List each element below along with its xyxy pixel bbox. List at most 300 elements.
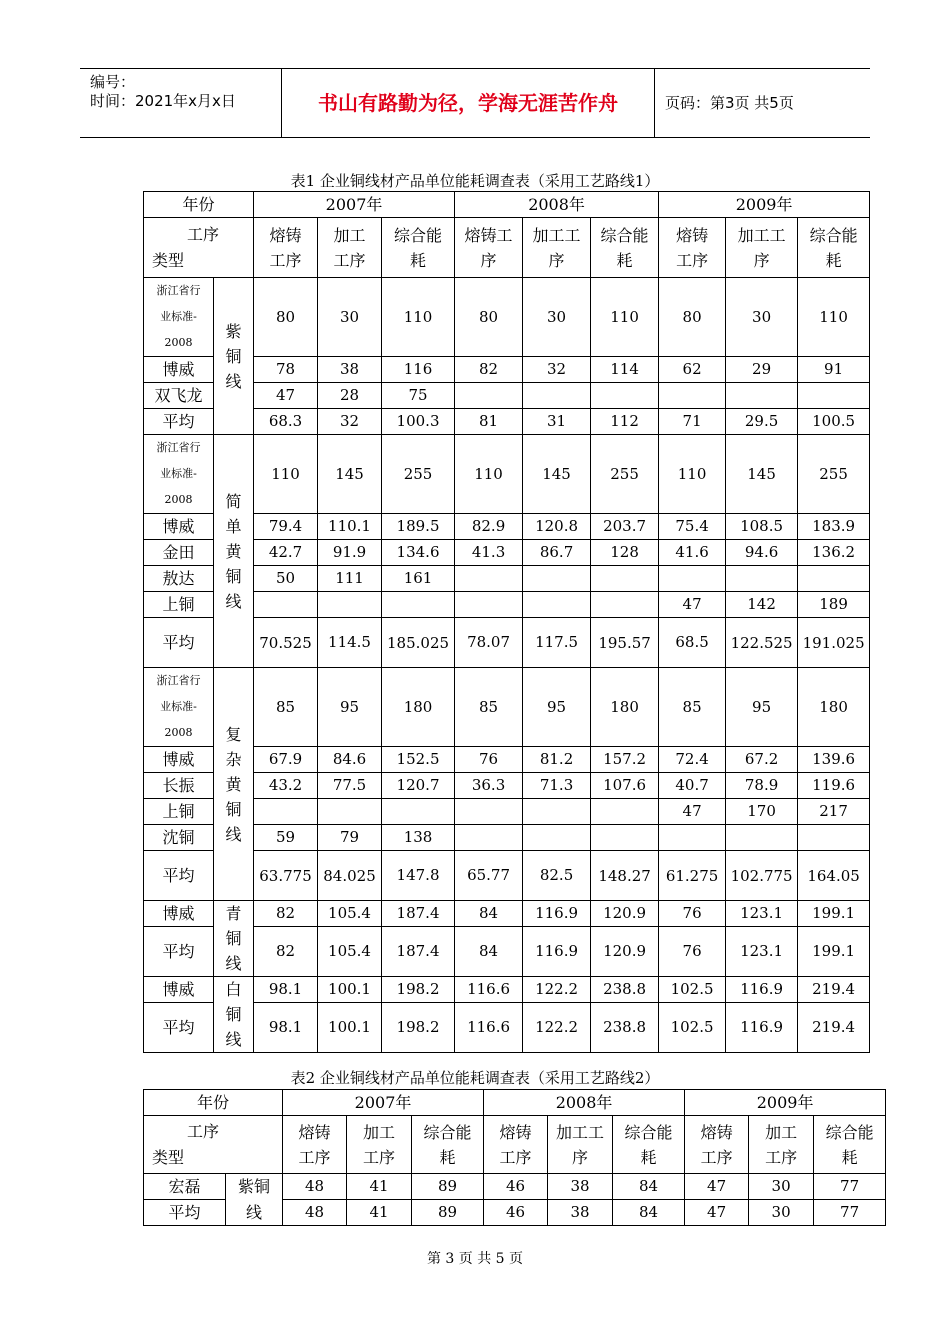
value-cell: 86.7: [523, 540, 591, 566]
value-cell: 152.5: [382, 747, 455, 773]
value-cell: 110: [455, 435, 523, 514]
value-cell: 105.4: [318, 927, 382, 977]
cell-line: 线: [225, 371, 242, 391]
value-cell: 102.5: [659, 1003, 726, 1053]
cell-line: 工序: [499, 1147, 532, 1167]
value-cell: 199.1: [798, 901, 870, 927]
value-cell: 78.07: [455, 618, 523, 668]
cell-line: 线: [225, 591, 242, 611]
cell-line: 铜: [225, 799, 242, 819]
value-cell: [659, 566, 726, 592]
value-cell: 122.2: [523, 1003, 591, 1053]
product-type-cell: [214, 435, 254, 668]
row-label: 平均: [144, 927, 214, 977]
process-header: [726, 218, 798, 278]
value-cell: 219.4: [798, 1003, 870, 1053]
value-cell: 123.1: [726, 901, 798, 927]
value-cell: 85: [455, 668, 523, 747]
row-label: 上铜: [144, 799, 214, 825]
page-footer: 第 3 页 共 5 页: [426, 1251, 524, 1267]
value-cell: 84.6: [318, 747, 382, 773]
value-cell: 185.025: [382, 618, 455, 668]
value-cell: 41.6: [659, 540, 726, 566]
value-cell: 189: [798, 592, 870, 618]
value-cell: 31: [523, 409, 591, 435]
value-cell: 128: [591, 540, 659, 566]
cell-line: 2008: [164, 493, 193, 506]
value-cell: 47: [685, 1200, 749, 1226]
value-cell: [254, 799, 318, 825]
value-cell: 59: [254, 825, 318, 851]
cell-line: 工序: [333, 250, 366, 270]
cell-line: 耗: [616, 250, 633, 270]
cell-line: 线: [225, 954, 242, 973]
value-cell: [726, 566, 798, 592]
value-cell: 79: [318, 825, 382, 851]
value-cell: [591, 383, 659, 409]
row-label: 沈铜: [144, 825, 214, 851]
value-cell: 61.275: [659, 851, 726, 901]
value-cell: 82: [254, 927, 318, 977]
value-cell: 41: [347, 1174, 412, 1200]
value-cell: [798, 566, 870, 592]
cell-line: 工序: [363, 1147, 396, 1167]
time-label: 时间：2021年x月x日: [90, 92, 236, 110]
standard-label: [144, 278, 214, 357]
process-header: [484, 1116, 548, 1174]
row-label: 博威: [144, 977, 214, 1003]
value-cell: 136.2: [798, 540, 870, 566]
cell-line: 业标准-: [160, 310, 197, 323]
value-cell: 116.9: [523, 901, 591, 927]
value-cell: 180: [798, 668, 870, 747]
value-cell: 63.775: [254, 851, 318, 901]
header-motto: 书山有路勤为径，学海无涯苦作舟: [281, 69, 655, 137]
value-cell: [455, 799, 523, 825]
value-cell: 116.9: [523, 927, 591, 977]
cell-line: 加工工: [532, 225, 581, 245]
value-cell: [523, 799, 591, 825]
value-cell: 112: [591, 409, 659, 435]
value-cell: 82.5: [523, 851, 591, 901]
value-cell: 110: [659, 435, 726, 514]
year-header: 2007年: [254, 192, 455, 218]
table1-caption: 表1 企业铜线材产品单位能耗调查表（采用工艺路线1）: [290, 172, 660, 190]
value-cell: 47: [659, 592, 726, 618]
cell-line: 综合能: [825, 1122, 874, 1142]
value-cell: 100.3: [382, 409, 455, 435]
process-label: 工序: [187, 1121, 220, 1141]
page-code: 页码：第3页 共5页: [665, 94, 794, 112]
value-cell: 142: [726, 592, 798, 618]
process-header: [798, 218, 870, 278]
value-cell: 71: [659, 409, 726, 435]
value-cell: 47: [659, 799, 726, 825]
value-cell: 85: [254, 668, 318, 747]
cell-line: 加工工: [737, 225, 786, 245]
value-cell: 68.5: [659, 618, 726, 668]
value-cell: [382, 799, 455, 825]
row-label: 博威: [144, 514, 214, 540]
row-label: 长振: [144, 773, 214, 799]
value-cell: 84.025: [318, 851, 382, 901]
cell-line: 耗: [640, 1147, 657, 1167]
value-cell: [318, 799, 382, 825]
process-type-header: [144, 218, 254, 278]
cell-line: 青: [225, 904, 242, 923]
value-cell: 164.05: [798, 851, 870, 901]
cell-line: 熔铸: [499, 1122, 532, 1142]
value-cell: 76: [455, 747, 523, 773]
value-cell: 238.8: [591, 1003, 659, 1053]
value-cell: 145: [726, 435, 798, 514]
row-label: 平均: [144, 409, 214, 435]
value-cell: 191.025: [798, 618, 870, 668]
value-cell: 78.9: [726, 773, 798, 799]
cell-line: 紫: [225, 321, 242, 341]
value-cell: [318, 592, 382, 618]
value-cell: 100.1: [318, 1003, 382, 1053]
year-header: 2009年: [659, 192, 870, 218]
value-cell: 36.3: [455, 773, 523, 799]
table-row: [144, 1200, 886, 1226]
value-cell: 47: [685, 1174, 749, 1200]
cell-line: 业标准-: [160, 700, 197, 713]
value-cell: 116: [382, 357, 455, 383]
cell-line: 浙江省行: [156, 441, 201, 454]
value-cell: 120.7: [382, 773, 455, 799]
value-cell: 110: [591, 278, 659, 357]
value-cell: 65.77: [455, 851, 523, 901]
number-label: 编号：: [90, 73, 136, 91]
value-cell: 198.2: [382, 1003, 455, 1053]
value-cell: 38: [548, 1200, 613, 1226]
value-cell: 102.5: [659, 977, 726, 1003]
value-cell: 116.9: [726, 1003, 798, 1053]
process-header: [613, 1116, 685, 1174]
value-cell: 62: [659, 357, 726, 383]
value-cell: [591, 566, 659, 592]
value-cell: 198.2: [382, 977, 455, 1003]
value-cell: 187.4: [382, 901, 455, 927]
value-cell: 110.1: [318, 514, 382, 540]
value-cell: 122.2: [523, 977, 591, 1003]
cell-line: 工序: [298, 1147, 331, 1167]
value-cell: 120.9: [591, 901, 659, 927]
value-cell: 219.4: [798, 977, 870, 1003]
table-row: [144, 435, 870, 514]
value-cell: 89: [412, 1174, 484, 1200]
cell-line: 黄: [225, 541, 242, 561]
row-label: 博威: [144, 747, 214, 773]
value-cell: 30: [749, 1200, 814, 1226]
table2-caption: 表2 企业铜线材产品单位能耗调查表（采用工艺路线2）: [290, 1069, 660, 1087]
value-cell: 84: [613, 1174, 685, 1200]
value-cell: 50: [254, 566, 318, 592]
value-cell: 183.9: [798, 514, 870, 540]
value-cell: 32: [318, 409, 382, 435]
value-cell: 94.6: [726, 540, 798, 566]
value-cell: 95: [318, 668, 382, 747]
value-cell: 91: [798, 357, 870, 383]
value-cell: 117.5: [523, 618, 591, 668]
product-type-cell: [214, 901, 254, 977]
value-cell: [455, 592, 523, 618]
value-cell: 78: [254, 357, 318, 383]
process-header: [659, 218, 726, 278]
value-cell: 82: [455, 357, 523, 383]
value-cell: 95: [523, 668, 591, 747]
value-cell: 68.3: [254, 409, 318, 435]
value-cell: 100.1: [318, 977, 382, 1003]
value-cell: 98.1: [254, 977, 318, 1003]
product-type-cell: 紫铜: [226, 1174, 283, 1200]
value-cell: 82.9: [455, 514, 523, 540]
value-cell: 80: [659, 278, 726, 357]
value-cell: 40.7: [659, 773, 726, 799]
value-cell: 30: [523, 278, 591, 357]
value-cell: 72.4: [659, 747, 726, 773]
value-cell: 38: [548, 1174, 613, 1200]
cell-line: 熔铸: [269, 225, 302, 245]
value-cell: 30: [726, 278, 798, 357]
cell-line: 工序: [700, 1147, 733, 1167]
value-cell: 29.5: [726, 409, 798, 435]
value-cell: 48: [283, 1200, 347, 1226]
cell-line: 加工: [363, 1122, 396, 1142]
cell-line: 耗: [841, 1147, 858, 1167]
year-header: 2008年: [455, 192, 659, 218]
cell-line: 序: [480, 250, 497, 270]
standard-label: [144, 435, 214, 514]
value-cell: 102.775: [726, 851, 798, 901]
value-cell: 119.6: [798, 773, 870, 799]
value-cell: 157.2: [591, 747, 659, 773]
cell-line: 浙江省行: [156, 674, 201, 687]
value-cell: [455, 825, 523, 851]
table-row: [144, 901, 870, 927]
cell-line: 耗: [825, 250, 842, 270]
value-cell: 195.57: [591, 618, 659, 668]
value-cell: 81: [455, 409, 523, 435]
year-header: 2008年: [484, 1090, 685, 1116]
cell-line: 工序: [765, 1147, 798, 1167]
cell-line: 耗: [439, 1147, 456, 1167]
value-cell: 67.9: [254, 747, 318, 773]
value-cell: 238.8: [591, 977, 659, 1003]
document-header: [80, 68, 870, 138]
value-cell: 32: [523, 357, 591, 383]
row-label: 敖达: [144, 566, 214, 592]
year-header: 2009年: [685, 1090, 886, 1116]
process-header: [254, 218, 318, 278]
value-cell: 105.4: [318, 901, 382, 927]
value-cell: 123.1: [726, 927, 798, 977]
value-cell: [798, 825, 870, 851]
value-cell: 30: [749, 1174, 814, 1200]
cell-line: 序: [548, 250, 565, 270]
cell-line: 序: [572, 1147, 589, 1167]
cell-line: 杂: [225, 749, 242, 769]
value-cell: 46: [484, 1174, 548, 1200]
cell-line: 业标准-: [160, 467, 197, 480]
value-cell: 110: [254, 435, 318, 514]
value-cell: 108.5: [726, 514, 798, 540]
value-cell: 48: [283, 1174, 347, 1200]
value-cell: 203.7: [591, 514, 659, 540]
cell-line: 熔铸工: [464, 225, 513, 245]
product-type-cell: [214, 668, 254, 901]
cell-line: 熔铸: [700, 1122, 733, 1142]
process-header: [591, 218, 659, 278]
value-cell: 43.2: [254, 773, 318, 799]
row-label: 博威: [144, 357, 214, 383]
cell-line: 加工: [765, 1122, 798, 1142]
cell-line: 铜: [225, 929, 242, 948]
header-meta: [80, 69, 280, 137]
value-cell: 120.9: [591, 927, 659, 977]
value-cell: 217: [798, 799, 870, 825]
cell-line: 熔铸: [676, 225, 709, 245]
row-label: 平均: [144, 851, 214, 901]
table1: [143, 191, 870, 1053]
cell-line: 熔铸: [298, 1122, 331, 1142]
cell-line: 综合能: [394, 225, 443, 245]
value-cell: 147.8: [382, 851, 455, 901]
cell-line: 工序: [676, 250, 709, 270]
value-cell: [523, 383, 591, 409]
year-header-label: 年份: [144, 1090, 283, 1116]
cell-line: 加工工: [556, 1122, 605, 1142]
cell-line: 工序: [269, 250, 302, 270]
value-cell: 38: [318, 357, 382, 383]
cell-line: 单: [225, 516, 242, 536]
value-cell: [726, 825, 798, 851]
process-header: [548, 1116, 613, 1174]
value-cell: 145: [523, 435, 591, 514]
process-header: [283, 1116, 347, 1174]
table-row: [144, 977, 870, 1003]
value-cell: [523, 592, 591, 618]
value-cell: [254, 592, 318, 618]
value-cell: [591, 799, 659, 825]
value-cell: 120.8: [523, 514, 591, 540]
value-cell: 95: [726, 668, 798, 747]
cell-line: 铜: [225, 1005, 242, 1024]
value-cell: 139.6: [798, 747, 870, 773]
value-cell: 80: [254, 278, 318, 357]
cell-line: 复: [225, 724, 242, 744]
value-cell: 110: [798, 278, 870, 357]
value-cell: [455, 566, 523, 592]
value-cell: 187.4: [382, 927, 455, 977]
cell-line: 简: [225, 491, 242, 511]
value-cell: 116.6: [455, 1003, 523, 1053]
process-header: [523, 218, 591, 278]
value-cell: 75.4: [659, 514, 726, 540]
value-cell: 145: [318, 435, 382, 514]
row-label: 平均: [144, 618, 214, 668]
value-cell: 29: [726, 357, 798, 383]
cell-line: 铜: [225, 566, 242, 586]
value-cell: 67.2: [726, 747, 798, 773]
value-cell: [726, 383, 798, 409]
cell-line: 浙江省行: [156, 284, 201, 297]
value-cell: 255: [591, 435, 659, 514]
value-cell: 255: [798, 435, 870, 514]
type-label: 类型: [152, 250, 185, 270]
value-cell: [798, 383, 870, 409]
value-cell: 114.5: [318, 618, 382, 668]
value-cell: 255: [382, 435, 455, 514]
product-type-cell: [214, 278, 254, 435]
row-label: 平均: [144, 1200, 226, 1226]
cell-line: 综合能: [624, 1122, 673, 1142]
process-header: [814, 1116, 886, 1174]
value-cell: [523, 566, 591, 592]
value-cell: 79.4: [254, 514, 318, 540]
value-cell: 170: [726, 799, 798, 825]
cell-line: 综合能: [809, 225, 858, 245]
value-cell: 116.9: [726, 977, 798, 1003]
cell-line: 2008: [164, 336, 193, 349]
value-cell: [523, 825, 591, 851]
value-cell: 76: [659, 901, 726, 927]
value-cell: [659, 825, 726, 851]
value-cell: [455, 383, 523, 409]
value-cell: 134.6: [382, 540, 455, 566]
cell-line: 白: [225, 980, 242, 999]
process-label: 工序: [187, 224, 220, 244]
value-cell: [591, 825, 659, 851]
row-label: 博威: [144, 901, 214, 927]
value-cell: 180: [382, 668, 455, 747]
value-cell: 116.6: [455, 977, 523, 1003]
process-header: [455, 218, 523, 278]
process-header: [347, 1116, 412, 1174]
value-cell: 89: [412, 1200, 484, 1226]
value-cell: 70.525: [254, 618, 318, 668]
process-type-header: [144, 1116, 283, 1174]
row-label: 平均: [144, 1003, 214, 1053]
row-label: 上铜: [144, 592, 214, 618]
value-cell: 91.9: [318, 540, 382, 566]
standard-label: [144, 668, 214, 747]
value-cell: 84: [455, 927, 523, 977]
table-row: [144, 668, 870, 747]
cell-line: 耗: [410, 250, 427, 270]
value-cell: 47: [254, 383, 318, 409]
value-cell: 100.5: [798, 409, 870, 435]
value-cell: 114: [591, 357, 659, 383]
value-cell: 82: [254, 901, 318, 927]
value-cell: [591, 592, 659, 618]
value-cell: 75: [382, 383, 455, 409]
value-cell: 122.525: [726, 618, 798, 668]
cell-line: 线: [225, 1030, 242, 1049]
year-header-label: 年份: [144, 192, 254, 218]
value-cell: 85: [659, 668, 726, 747]
cell-line: 2008: [164, 726, 193, 739]
value-cell: 80: [455, 278, 523, 357]
value-cell: 30: [318, 278, 382, 357]
row-label: 宏磊: [144, 1174, 226, 1200]
value-cell: 76: [659, 927, 726, 977]
value-cell: 161: [382, 566, 455, 592]
value-cell: 41.3: [455, 540, 523, 566]
value-cell: 71.3: [523, 773, 591, 799]
year-header: 2007年: [283, 1090, 484, 1116]
